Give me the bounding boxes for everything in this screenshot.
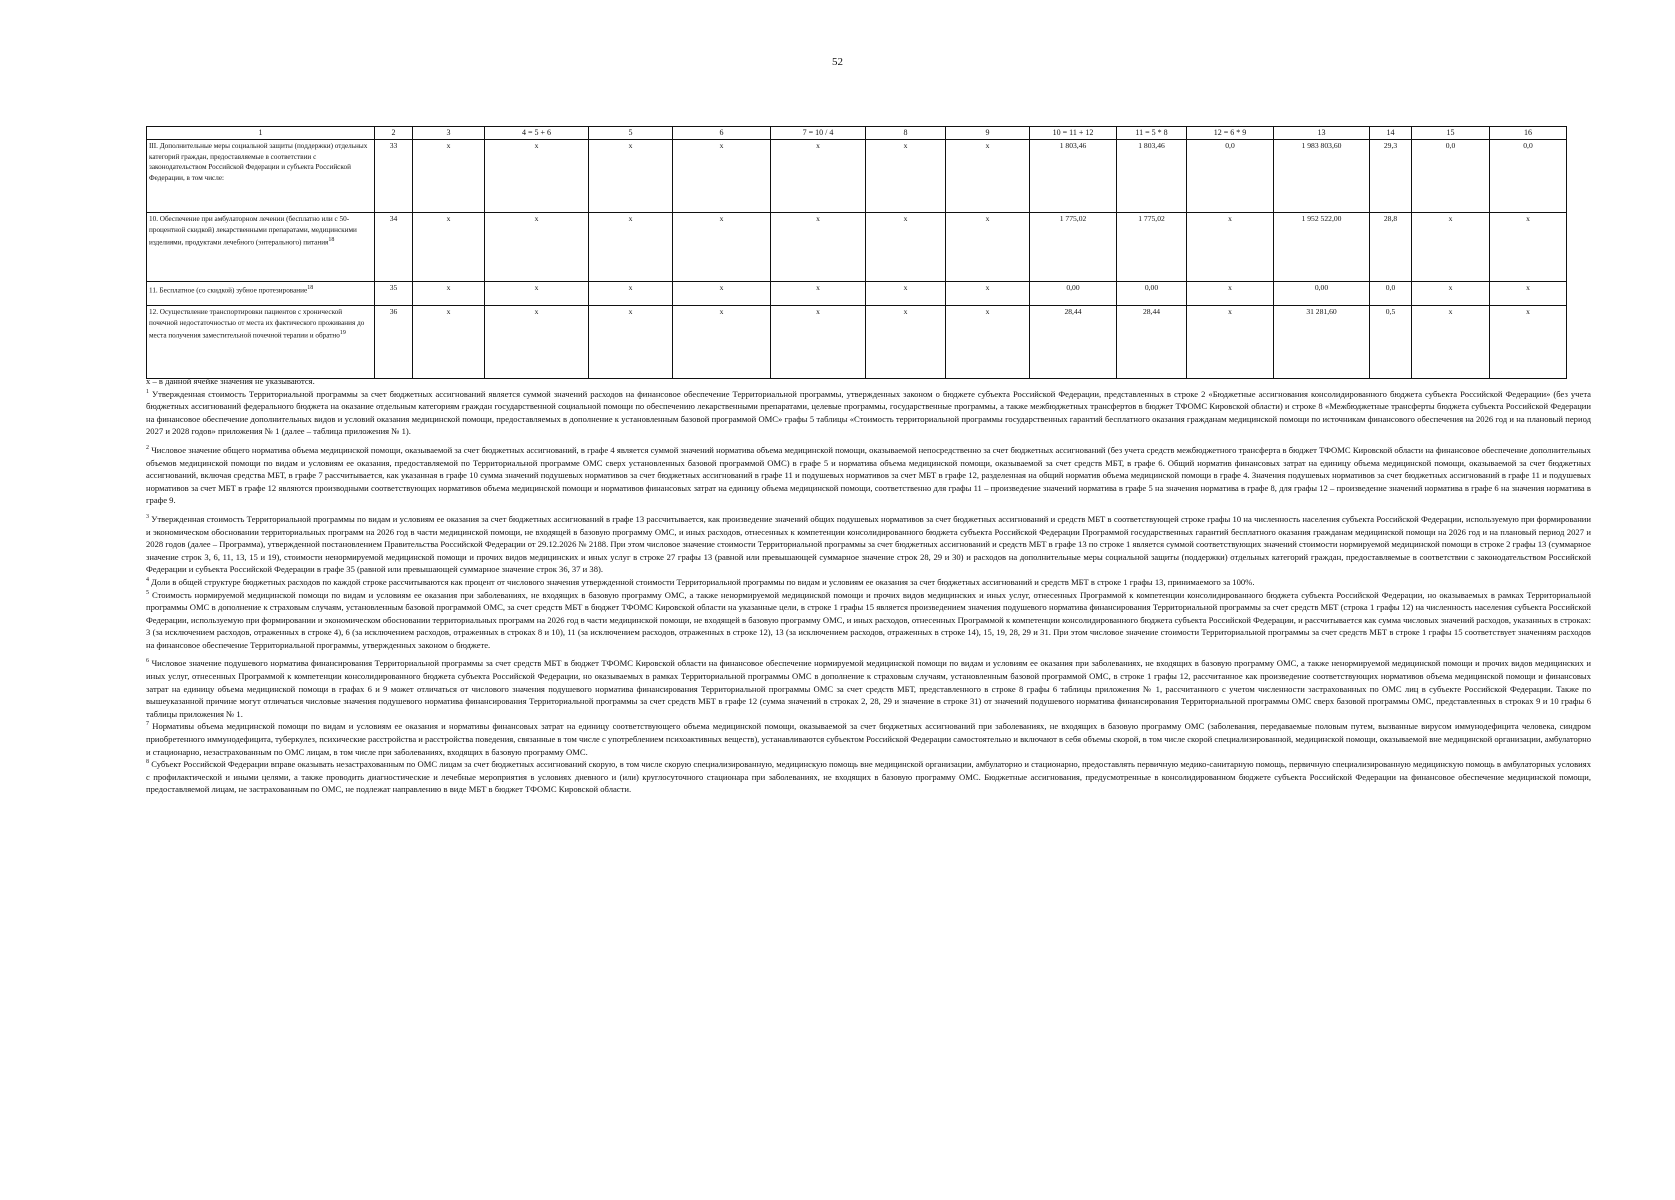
footnote-text: Стоимость нормируемой медицинской помощи по видам и условиям ее оказания при заболеваниях, не входящих в базовую программу ОМС, а также ненормируемой медицинской помощи и прочих видов медицинских и иных услуг, отнесенных Программой к компетенции консолидированного бюджета субъекта Российской Федерации, но оказываемых в рамках Территориальной программы ОМС в дополнение к страховым случаям, установленным базовой программой ОМС, за счет средств МБТ в бюджет ТФОМС Кировской области на указанные цели, в строке 1 графы 15 является произведением значения подушевого норматива финансирования Территориальной программы за счет средств МБТ (строка 1 графы 12) на численность населения субъекта Российской Федерации, используемую при формировании и экономическом обосновании территориальных программ на 2026 год в части медицинской помощи, не входящей в базовую программу ОМС, и иных расходов, отнесенных Программой к компетенции консолидированного бюджета субъекта Российской Федерации, и рассчитывается как сумма числовых значений расходов, указанных в строках: 3 (за исключением расходов, отраженных в строке 4), 6 (за исключением расходов, отраженных в строках 8 и 10), 11 (за исключением расходов, отраженных в строке 12), 13 (за исключением расходов, отраженных в строке 14), 15, 19, 28, 29 и 31. При этом числовое значение стоимости Территориальной программы за счет средств МБТ в строке 1 графы 15 соответствует значениям расходов на финансовое обеспечение Территориальной программы, утвержденных законом о бюджете. — [146, 589, 1591, 650]
header-cell: 13 — [1274, 127, 1370, 140]
header-cell: 2 — [375, 127, 413, 140]
table-row — [147, 282, 1567, 306]
footnote-2 — [146, 444, 1591, 507]
header-cell: 11 = 5 * 8 — [1117, 127, 1187, 140]
row-name: 11. Бесплатное (со скидкой) зубное протезирование — [149, 286, 308, 295]
table-cell: x — [771, 282, 866, 306]
footnote-number: 1 — [146, 388, 149, 395]
footnote-text: Утвержденная стоимость Территориальной программы за счет бюджетных ассигнований является суммой значений расходов на финансовое обеспечение Территориальной программы, утвержденных законом о бюджете субъекта Российской Федерации, представленных в строке 2 «Бюджетные ассигнования консолидированного бюджета субъекта Российской Федерации» (без учета бюджетных ассигнований федерального бюджета на оказание отдельным категориям граждан государственной социальной помощи по обеспечению лекарственными препаратами, целевые программы, государственные программы, а также межбюджетных трансфертов в бюджет ТФОМС Кировской области) и строке 8 «Межбюджетные трансферты бюджета субъекта Российской Федерации на финансовое обеспечение дополнительных видов и условий оказания медицинской помощи, предоставляемых в дополнение к установленным базовой программой ОМС» графы 5 таблицы «Стоимость территориальной программы государственных гарантий бесплатного оказания гражданам медицинской помощи по источникам финансового обеспечения на 2026 год и на плановый период 2027 и 2028 годов» приложения № 1 (далее – таблица приложения № 1). — [146, 388, 1591, 437]
table-cell: 1 952 522,00 — [1274, 213, 1370, 282]
table-cell: x — [866, 282, 946, 306]
footnote-text: Нормативы объема медицинской помощи по видам и условиям ее оказания и нормативы финансовых затрат на единицу соответствующего объема медицинской помощи, оказываемой за счет бюджетных ассигнований при заболеваниях, не входящих в базовую программу ОМС (заболевания, передаваемые половым путем, вызванные вирусом иммунодефицита человека, синдром приобретенного иммунодефицита, туберкулез, психические расстройства и расстройства поведения, связанные в том числе с употреблением психоактивных веществ), устанавливаются субъектом Российской Федерации самостоятельно и включают в себя объемы скорой, в том числе скорой специализированной, медицинской помощи, оказываемой вне медицинской организации, амбулаторно и стационарно, незастрахованным по ОМС лицам, в том числе при заболеваниях, входящих в базовую программу ОМС. — [146, 721, 1592, 757]
table-cell: x — [866, 140, 946, 213]
table-cell: x — [485, 282, 589, 306]
table-cell: x — [1490, 306, 1567, 379]
table-cell: 0,00 — [1030, 282, 1117, 306]
row-name-cell — [147, 306, 375, 379]
header-cell: 7 = 10 / 4 — [771, 127, 866, 140]
table-cell: x — [1412, 213, 1490, 282]
table-cell: 28,8 — [1370, 213, 1412, 282]
table-cell: x — [673, 282, 771, 306]
table-cell: x — [413, 306, 485, 379]
table-cell: x — [1187, 213, 1274, 282]
table-cell: x — [589, 306, 673, 379]
table-cell: 0,00 — [1274, 282, 1370, 306]
header-cell: 8 — [866, 127, 946, 140]
footnote-ref: 18 — [307, 285, 314, 291]
table-cell: 1 775,02 — [1117, 213, 1187, 282]
table-cell: 31 281,60 — [1274, 306, 1370, 379]
footnote-4 — [146, 576, 1591, 589]
footnote-7 — [146, 720, 1591, 758]
table-cell: x — [866, 213, 946, 282]
table-cell: 34 — [375, 213, 413, 282]
table-cell: x — [485, 140, 589, 213]
footnote-8 — [146, 758, 1591, 796]
table-cell: 0,5 — [1370, 306, 1412, 379]
table-cell: x — [673, 140, 771, 213]
table-cell: 36 — [375, 306, 413, 379]
table-cell: 1 803,46 — [1030, 140, 1117, 213]
footnote-5 — [146, 589, 1591, 652]
footnote-ref: 19 — [339, 330, 346, 336]
footnote-text: Числовое значение общего норматива объема медицинской помощи, оказываемой за счет бюджетных ассигнований, в графе 4 является суммой значений норматива объема медицинской помощи, оказываемой непосредственно за счет бюджетных ассигнований (без учета средств межбюджетного трансферта в бюджет ТФОМС Кировской области на финансовое обеспечение дополнительных объемов медицинской помощи по видам и условиям ее оказания, предоставляемой по Территориальной программе ОМС сверх установленных базовой программой ОМС) в графе 5 и норматива объема медицинской помощи, оказываемой за счет средств МБТ, в графе 6. Общий норматив финансовых затрат на единицу объема медицинской помощи, оказываемой за счет бюджетных ассигнований, включая средства МБТ, в графе 7 рассчитывается, как указанная в графе 10 сумма значений подушевых нормативов за счет бюджетных ассигнований в графе 11 и подушевых нормативов за счет МБТ в графе 12, разделенная на общий норматив объема медицинской помощи в графе 4. Значения подушевых нормативов за счет бюджетных ассигнований в графе 11 и подушевых нормативов за счет МБТ в графе 12 являются производными соответствующих нормативов объема медицинской помощи и нормативов финансовых затрат на единицу объема медицинской помощи, соответственно для графы 11 – произведение значений норматива в графе 5 на значения норматива в графе 8, для графы 12 – произведение значений норматива в графе 6 на значения норматива в графе 9. — [146, 444, 1591, 506]
table-cell: x — [485, 213, 589, 282]
row-name-cell — [147, 213, 375, 282]
table-cell: 0,0 — [1187, 140, 1274, 213]
page-number: 52 — [832, 56, 843, 68]
financing-table — [146, 126, 1567, 379]
table-cell: 1 983 803,60 — [1274, 140, 1370, 213]
x-note: х – в данной ячейке значения не указываются. — [146, 376, 315, 386]
footnote-1 — [146, 388, 1591, 438]
table-cell: 1 803,46 — [1117, 140, 1187, 213]
footnote-6 — [146, 657, 1591, 720]
table-cell: 28,44 — [1030, 306, 1117, 379]
table-cell: x — [771, 140, 866, 213]
header-cell: 14 — [1370, 127, 1412, 140]
header-cell: 15 — [1412, 127, 1490, 140]
table-row — [147, 213, 1567, 282]
table-cell: x — [1490, 213, 1567, 282]
header-cell: 16 — [1490, 127, 1567, 140]
table-cell: x — [589, 213, 673, 282]
header-cell: 5 — [589, 127, 673, 140]
footnote-ref: 18 — [328, 237, 335, 243]
header-cell: 1 — [147, 127, 375, 140]
table-cell: x — [673, 213, 771, 282]
table-cell: x — [589, 140, 673, 213]
table-cell: x — [946, 306, 1030, 379]
footnotes — [146, 375, 1591, 796]
footnote-3 — [146, 513, 1591, 576]
table-cell: 0,00 — [1117, 282, 1187, 306]
table-cell: x — [413, 213, 485, 282]
footnote-number: 5 — [146, 589, 149, 596]
table-cell: x — [673, 306, 771, 379]
row-name: 12. Осуществление транспортировки пациентов с хронической почечной недостаточностью от места их фактического проживания до места получения заместительной почечной терапии и обратно — [149, 308, 365, 340]
table-cell: x — [589, 282, 673, 306]
table-cell: 28,44 — [1117, 306, 1187, 379]
table-cell: x — [946, 140, 1030, 213]
footnote-number: 4 — [146, 576, 149, 583]
table-cell: 0,0 — [1370, 282, 1412, 306]
table-cell: x — [946, 213, 1030, 282]
header-cell: 10 = 11 + 12 — [1030, 127, 1117, 140]
table-cell: x — [485, 306, 589, 379]
footnote-text: Числовое значение подушевого норматива финансирования Территориальной программы за счет средств МБТ в бюджет ТФОМС Кировской области на финансовое обеспечение нормируемой медицинской помощи по видам и условиям ее оказания при заболеваниях, не входящих в базовую программу ОМС, а также ненормируемой медицинской помощи и прочих видов медицинских и иных услуг, отнесенных Программой к компетенции консолидированного бюджета субъекта Российской Федерации, но оказываемых в рамках Территориальной программы ОМС в дополнение к страховым случаям, установленным базовой программой ОМС, в строке 1 графы 12, рассчитанное как произведение соответствующих нормативов объема медицинской помощи и финансовых затрат на единицу объема медицинской помощи в графах 6 и 9 может отличаться от числового значения подушевого норматива финансирования Территориальной программы ОМС за счет средств МБТ, представленного в строке 8 графы 6 таблицы приложения № 1, рассчитанного с учетом численности застрахованных по ОМС лиц в субъекте Российской Федерации. Также по вышеуказанной причине могут отличаться числовые значения подушевого норматива финансирования Территориальной программы за счет средств МБТ в графе 12 (сумма значений в строках 2, 28, 29 и значение в строке 31) от значений подушевого норматива финансирования Территориальной программы ОМС сверх базовой программы ОМС, представленных в строках 9 и 10 графы 6 таблицы приложения № 1. — [146, 658, 1591, 719]
header-row — [147, 127, 1567, 140]
table-cell: x — [771, 306, 866, 379]
header-cell: 4 = 5 + 6 — [485, 127, 589, 140]
table-cell: 29,3 — [1370, 140, 1412, 213]
row-name-cell — [147, 282, 375, 306]
footnote-text: Доли в общей структуре бюджетных расходов по каждой строке рассчитываются как процент от числового значения утвержденной стоимости Территориальной программы по видам и условиям ее оказания за счет бюджетных ассигнований и средств МБТ в строке 1 графы 13, принимаемого за 100%. — [151, 576, 1255, 587]
row-name: III. Дополнительные меры социальной защиты (поддержки) отдельных категорий граждан, предоставляемые в соответствии с законодательством Российской Федерации и субъекта Российской Федерации, в том числе: — [149, 142, 368, 182]
header-cell: 12 = 6 * 9 — [1187, 127, 1274, 140]
footnote-number: 2 — [146, 444, 149, 451]
table-cell: 33 — [375, 140, 413, 213]
table-cell: x — [1490, 282, 1567, 306]
table-cell: x — [413, 140, 485, 213]
table-cell: x — [1187, 282, 1274, 306]
table-cell: x — [1412, 306, 1490, 379]
footnote-number: 7 — [146, 721, 149, 728]
footnote-text: Субъект Российской Федерации вправе оказывать незастрахованным по ОМС лицам за счет бюджетных ассигнований скорую, в том числе скорую специализированную, медицинскую помощь вне медицинской организации, амбулаторно и стационарно, предоставлять первичную медико-санитарную помощь, первичную специализированную медицинскую помощь в амбулаторных условиях с профилактической и иными целями, а также проводить диагностические и лечебные мероприятия в условиях дневного и (или) круглосуточного стационара при заболеваниях, не входящих в базовую программу ОМС. Бюджетные ассигнования, предусмотренные в консолидированном бюджете субъекта Российской Федерации на финансовое обеспечение медицинской помощи, предоставляемой лицам, не застрахованным по ОМС, не подлежат направлению в виде МБТ в бюджет ТФОМС Кировской области. — [146, 759, 1592, 795]
table-cell: x — [413, 282, 485, 306]
row-name: 10. Обеспечение при амбулаторном лечении (бесплатно или с 50-процентной скидкой) лекарственными препаратами, медицинскими изделиями, продуктами лечебного (энтерального) питания — [149, 215, 357, 247]
header-cell: 9 — [946, 127, 1030, 140]
table-cell: x — [1187, 306, 1274, 379]
row-name-cell — [147, 140, 375, 213]
header-cell: 6 — [673, 127, 771, 140]
footnote-number: 3 — [146, 513, 149, 520]
footnote-number: 6 — [146, 658, 149, 665]
footnote-text: Утвержденная стоимость Территориальной программы по видам и условиям ее оказания за счет бюджетных ассигнований в графе 13 рассчитывается, как произведение значений общих подушевых нормативов за счет бюджетных ассигнований и средств МБТ в соответствующей строке графы 10 на численность населения субъекта Российской Федерации, используемую при формировании и экономическом обосновании территориальных программ на 2026 год в части медицинской помощи, не входящей в базовую программу ОМС, и иных расходов, отнесенных к компетенции консолидированного бюджета субъекта Российской Федерации Программой государственных гарантий бесплатного оказания гражданам медицинской помощи на 2026 год и на плановый период 2027 и 2028 годов (далее – Программа), утвержденной постановлением Правительства Российской Федерации от 29.12.2026 № 2188. При этом числовое значение стоимости Территориальной программы за счет бюджетных ассигнований и средств МБТ в графе 13 по строке 1 является суммой соответствующих значений стоимости нормируемой медицинской помощи в строке 2 графы 13 (суммарное значение строк 3, 6, 11, 13, 15 и 19), стоимости ненормируемой медицинской помощи и прочих видов медицинских и иных услуг в строке 27 графы 13 (равной или превышающей суммарное значение строк 28, 29 и 30) и расходов на дополнительные меры социальной защиты (поддержки) отдельных категорий граждан, предоставляемые в соответствии с законодательством Российской Федерации и субъекта Российской Федерации в графе 35 (равной или превышающей суммарное значение строк 36, 37 и 38). — [146, 513, 1591, 575]
table-cell: x — [866, 306, 946, 379]
table-cell: 0,0 — [1412, 140, 1490, 213]
table-cell: 1 775,02 — [1030, 213, 1117, 282]
table-cell: 35 — [375, 282, 413, 306]
table-cell: x — [771, 213, 866, 282]
header-cell: 3 — [413, 127, 485, 140]
table-row — [147, 306, 1567, 379]
table-cell: 0,0 — [1490, 140, 1567, 213]
footnote-number: 8 — [146, 759, 149, 766]
table-cell: x — [946, 282, 1030, 306]
table-row — [147, 140, 1567, 213]
table-cell: x — [1412, 282, 1490, 306]
